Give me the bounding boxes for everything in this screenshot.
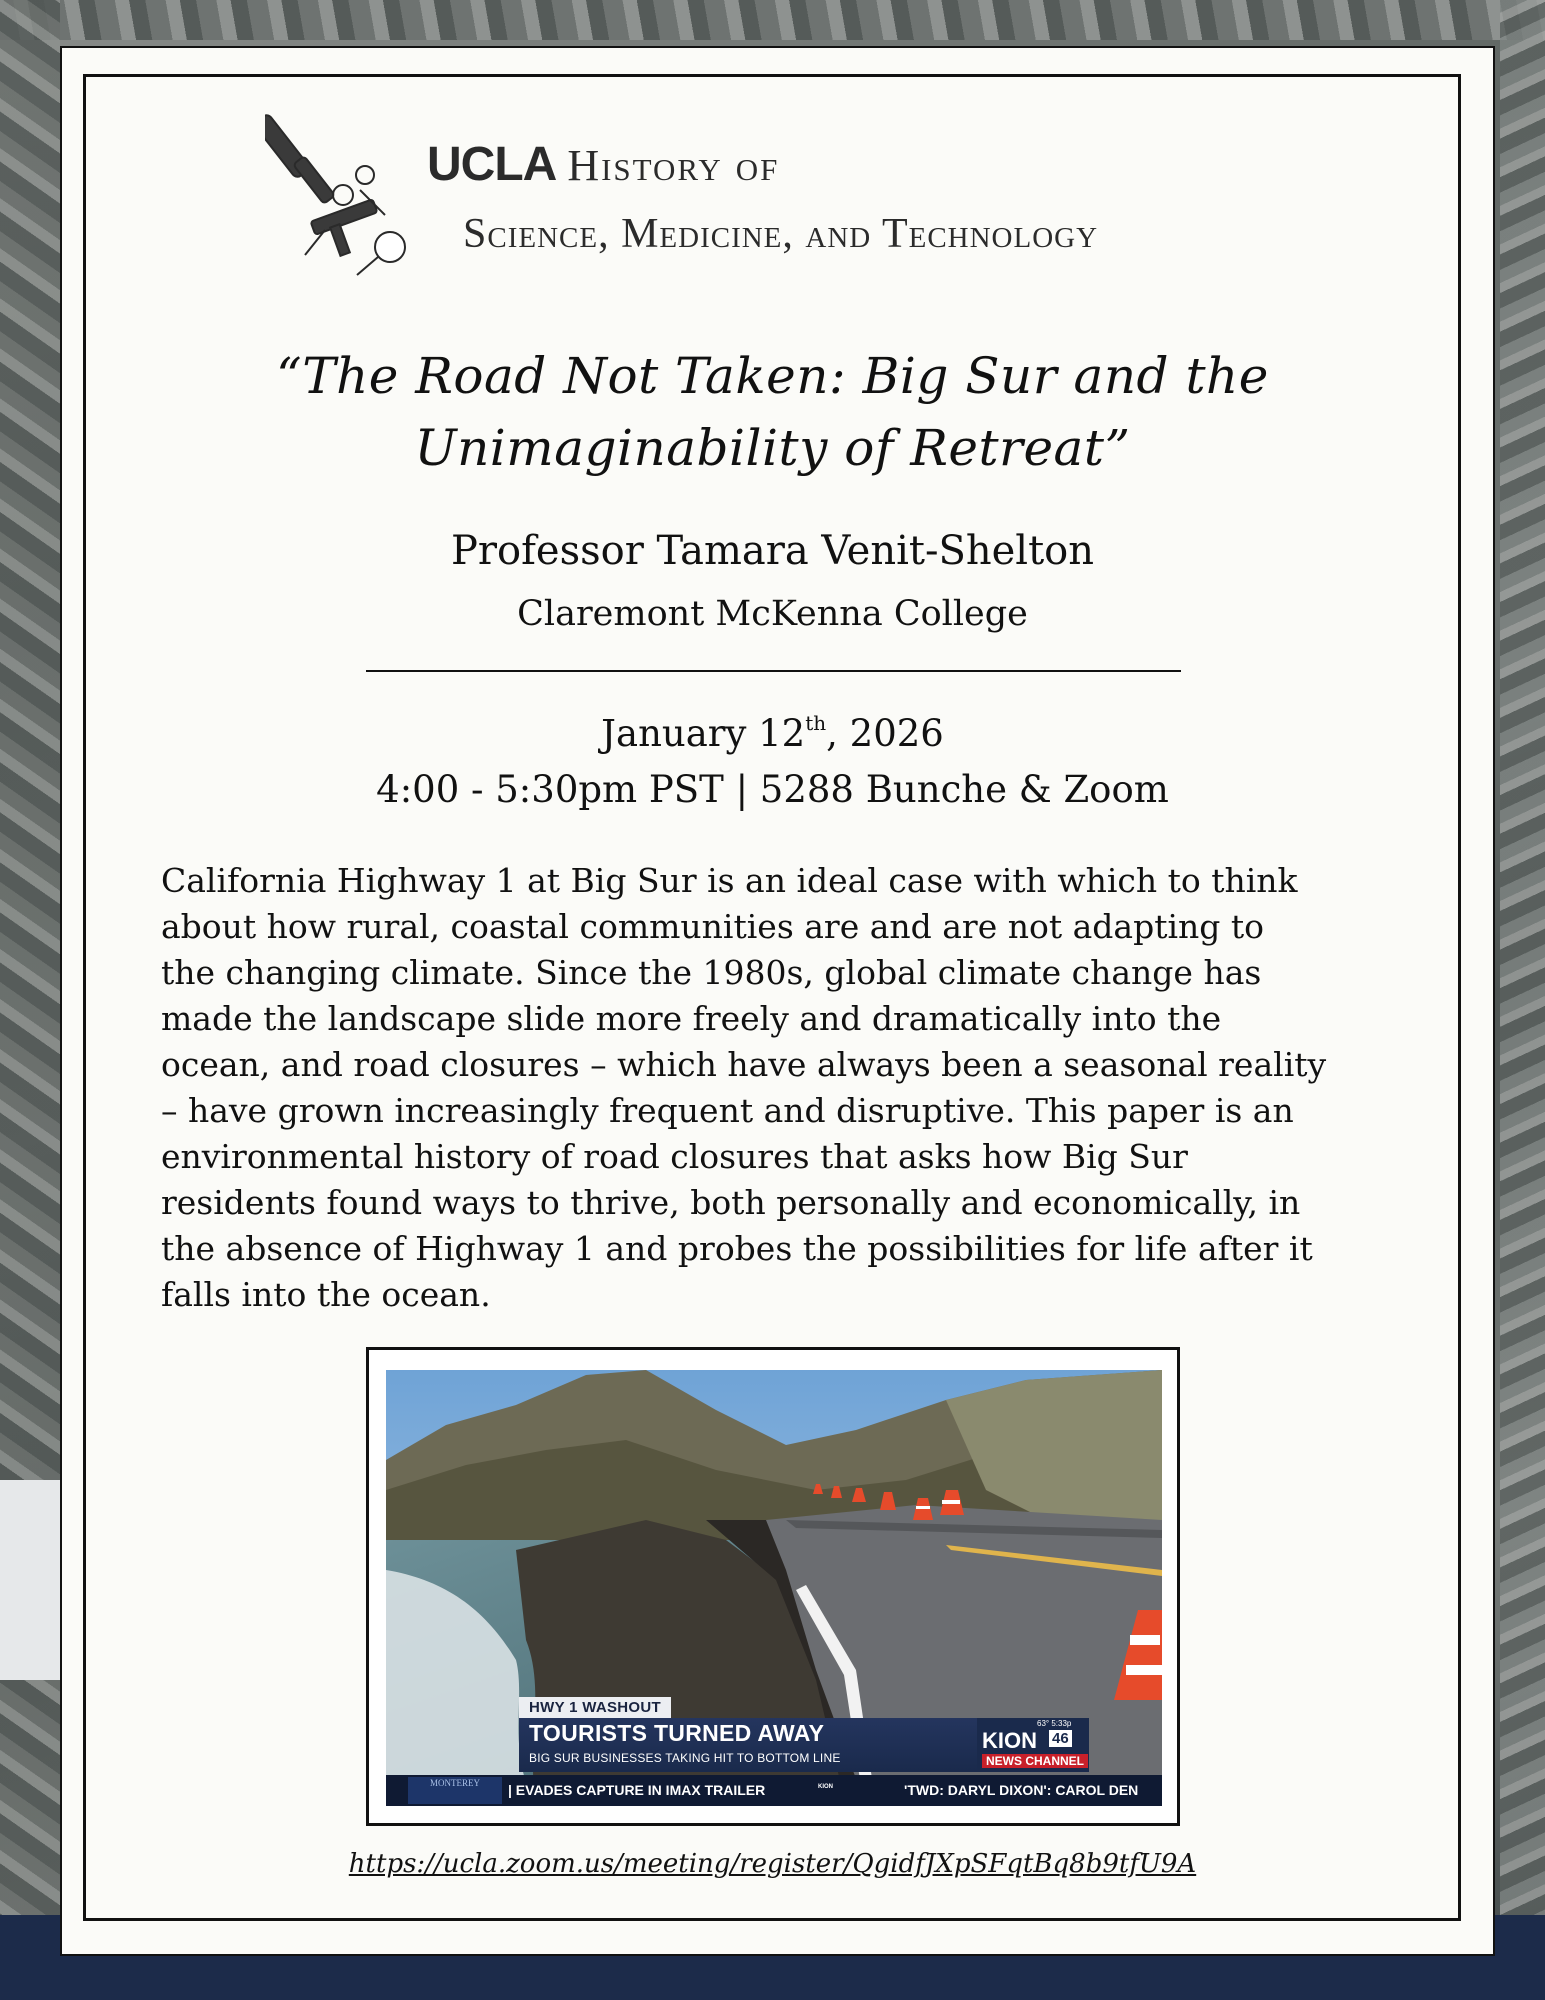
ticker-station: KION (818, 1784, 833, 1790)
speaker-name: Professor Tamara Venit-Shelton (450, 528, 1095, 574)
news-image (386, 1370, 1162, 1806)
event-time-location: 4:00 - 5:30pm PST | 5288 Bunche & Zoom (376, 768, 1169, 811)
logo-ucla: UCLA (427, 138, 557, 191)
station-logo (977, 1718, 1089, 1772)
background-top (0, 0, 1545, 40)
date-suffix: th (805, 711, 827, 735)
station-number: 46 (1049, 1730, 1072, 1747)
speaker-affiliation: Claremont McKenna College (517, 594, 1028, 634)
news-subhead: BIG SUR BUSINESSES TAKING HIT TO BOTTOM LINE (529, 1751, 841, 1765)
ucla-hsmt-logo (265, 105, 1285, 280)
logo-history-of: History of (567, 141, 780, 190)
background-banner (0, 1480, 60, 1680)
ticker-text-left: | EVADES CAPTURE IN IMAX TRAILER (508, 1782, 766, 1798)
news-ticker (386, 1775, 1162, 1806)
logo-line-2: Science, Medicine, and Technology (463, 211, 1099, 257)
zoom-registration-link[interactable]: https://ucla.zoom.us/meeting/register/QgidfJXpSFqtBq8b9tfU9A (348, 1849, 1197, 1879)
date-month-day: January 12 (601, 712, 806, 755)
weather-readout: 63° 5:33p (1037, 1719, 1072, 1728)
ticker-logo: MONTEREY (408, 1777, 502, 1804)
news-image-frame (366, 1347, 1180, 1826)
divider (366, 670, 1181, 672)
date-year: , 2026 (826, 712, 944, 755)
news-label: HWY 1 WASHOUT (519, 1697, 671, 1718)
station-sub: NEWS CHANNEL (982, 1754, 1088, 1768)
ticker-text-right: 'TWD: DARYL DIXON': CAROL DEN (904, 1782, 1139, 1798)
background-left (0, 0, 60, 2000)
abstract: California Highway 1 at Big Sur is an ideal case with which to think about how rural, coastal communities are and are not adapting to the changing climate. Since the 1980s, global climate change has made the landscape slide more freely and dramatically into the ocean, and road closures – which have always been a seasonal reality – have grown increasingly frequent and disruptive. This paper is an environmental history of road closures that asks how Big Sur residents found ways to thrive, both personally and economically, in the absence of Highway 1 and probes the possibilities for life after it falls into the ocean. (161, 861, 1327, 1314)
background-right (1500, 0, 1545, 2000)
microscope-icon (265, 105, 415, 280)
logo-line-1 (427, 137, 779, 192)
talk-title: “The Road Not Taken: Big Sur and the Unimaginability of Retreat” (276, 347, 1269, 477)
station-name: KION (982, 1728, 1037, 1753)
event-date (250, 712, 1295, 755)
news-lower-third (519, 1718, 977, 1772)
news-headline: TOURISTS TURNED AWAY (529, 1720, 825, 1746)
